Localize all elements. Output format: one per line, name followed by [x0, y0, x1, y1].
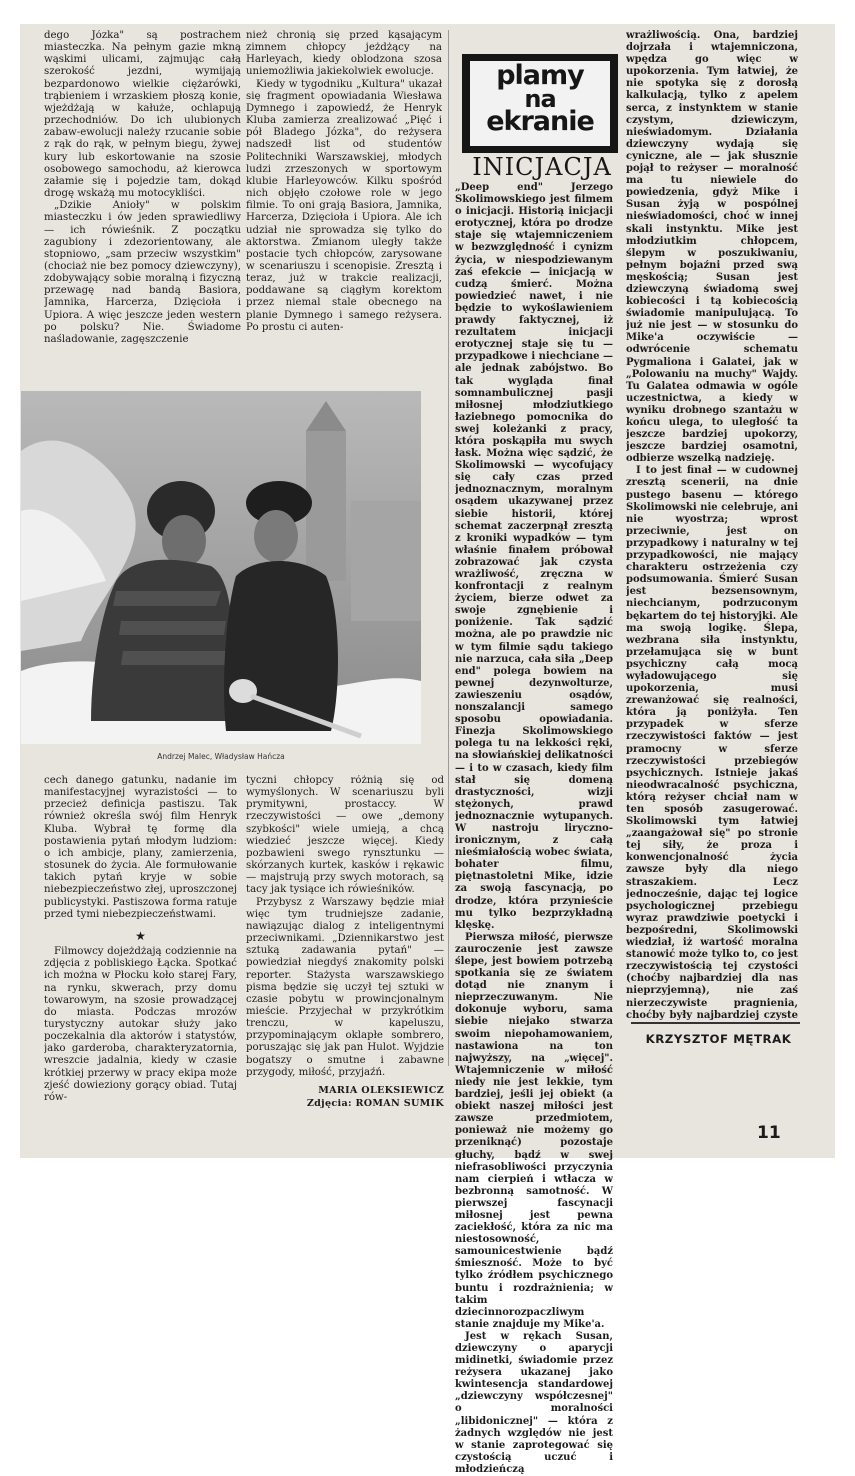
- paragraph: Kiedy w tygodniku „Kultura" ukazał się fragment opowiadania Wiesława Dymnego i zapowiedź, że Henryk Kluba zamierza zrealizować „Pięć i pół Bladego Józka", do reżysera nadszedł list od studentów Politechniki Warszawskiej, młodych ludzi zrzeszonych w sportowym klubie Harleyowców. Kilku spośród nich objęło czołowe role w jego filmie. To oni grają Basiora, Jamnika, Harcerza, Dzięcioła i Upiora. Ale ich udział nie sprowadza się tylko do aktorstwa. Zmianom uległy także postacie tych chłopców, zarysowane w scenariuszu i scenopisie. Zresztą i teraz, już w trakcie realizacji, poddawane są ciągłym korektom przez niemal stale obecnego na planie Dymnego i samego reżysera. Po prostu ci auten-: [246, 78, 442, 333]
- section-logo-inner: [470, 61, 610, 146]
- paragraph: „Deep end" Jerzego Skolimowskiego jest filmem o inicjacji. Historią inicjacji erotycznej, która po drodze staje się wtajemniczeniem w bezwzględność i cynizm życia, w niespodziewanym zaś efekcie — inicjacją w cudzą śmierć. Można powiedzieć nawet, i nie będzie to wykoślawieniem prawdy faktycznej, iż rezultatem inicjacji erotycznej staje się tu — przypadkowe i niechciane — ale jednak zabójstwo. Bo tak wygląda finał somnambulicznej pasji miłosnej młodziutkiego łaziebnego pomocnika do swej koleżanki z pracy, która poskąpiła mu swych łask. Można więc sądzić, że Skolimowski — wycofujący się cały czas przed jednoznacznym, moralnym osądem ukazywanej przez siebie historii, której schemat zaczerpnął zresztą z kroniki wypadków — tym właśnie finałem próbował zobrazować jak czysta wrażliwość, zręczna w konfrontacji z realnym życiem, bierze odwet za swoje zgnębienie i poniżenie. Tak sądzić można, ale po prawdzie nic w tym filmie sądu takiego nie narzuca, cała siła „Deep end" polega bowiem na pewnej dezynwolturze, zawieszeniu osądów, nonszalancji samego sposobu opowiadania. Finezja Skolimowskiego polega tu na lekkości ręki, na słowiańskiej delikatności — i to w czasach, kiedy film stał się domeną drastyczności, wizji stężonych, prawd jednoznacznie wytupanych. W nastroju liryczno-ironicznym, z całą nieśmiałością wobec świata, bohater filmu, piętnastoletni Mike, idzie za swoją fascynacją, po drodze, która przynieście mu tylko bezprzykładną klęskę.: [455, 182, 613, 931]
- paragraph: I to jest finał — w cudownej zresztą scenerii, na dnie pustego basenu — którego Skolimowski nie celebruje, ani nie wyostrza; wprost przeciwnie, jest on przypadkowy i naturalny w tej przypadkowości, nie mający charakteru ostrzeżenia czy podsumowania. Śmierć Susan jest bezsensownym, niechcianym, podrzuconym bękartem do tej historyjki. Ale ma swoją logikę. Ślepa, wezbrana siła instynktu, przełamująca się w bunt psychiczny całą mocą wyładowującego się upokorzenia, musi zrewanżować się realności, która ją poniżyła. Ten przypadek w sferze rzeczywistości faktów — jest pramocny w sferze rzeczywistości przebiegów psychicznych. Istnieje jakaś nieodwracalność psychiczna, którą reżyser chciał nam w ten sposób zasugerować. Skolimowski tym łatwiej „zaangażował się" po stronie tej siły, że proza i konwencjonalność życia zawsze były dla niego straszakiem. Lecz jednocześnie, dając tej logice psychologicznej przebiegu wyraz prawdziwie poetycki i bezpośredni, Skolimowski wiedział, iż wartość moralna stanowić może tylko to, co jest rzeczywistością tej czystości (choćby najbardziej dla nas nieprzyjemną), nie zaś nierzeczywiste pragnienia, choćby były najbardziej czyste: [626, 465, 798, 1020]
- article-signature: KRZYSZTOF MĘTRAK: [645, 1032, 792, 1046]
- column-divider: [448, 30, 449, 1066]
- photo-illustration: [21, 391, 421, 744]
- section-logo-line: plamy: [496, 60, 584, 91]
- photo-credit: Zdjęcia: ROMAN SUMIK: [306, 1097, 444, 1109]
- page-number: 11: [757, 1123, 781, 1143]
- paragraph: Jest w rękach Susan, dziewczyny o aparycji midinetki, świadomie przez reżysera ukazanej jako kwintesencja standardowej „dziewczyny współczesnej" o moralności „libidonicznej" — która z żadnych względów nie jest w stanie zaprotegować się czystością uczuć i młodzieńczą: [455, 1330, 613, 1475]
- section-logo: [462, 54, 618, 153]
- paragraph: „Dzikie Anioły" w polskim miasteczku i ów jeden sprawiedliwy — ich rówieśnik. Z początku zagubiony i zdezorientowany, ale stopniowo, „sam przeciw wszystkim" (chociaż nie bez pomocy dziewczyny), zdobywający sobie moralną i fizyczną przewagę nad bandą Basiora, Jamnika, Harcerza, Dzięcioła i Upiora. A więc jeszcze jeden western po polsku? Nie. Świadome naśladowanie, zagęszczenie: [44, 200, 241, 345]
- article-left-column-1-bottom: [44, 775, 237, 1104]
- paragraph: dego Józka" są postrachem miasteczka. Na pełnym gazie mkną wąskimi ulicami, zajmując całą szerokość jezdni, wymijają bezpardonowo wielkie ciężarówki, trąbieniem i wrzaskiem płoszą konie, wjeżdżają w kałuże, ochlapują przechodniów. Do ich ulubionych zabaw-ewolucji należy rzucanie sobie z rąk do rąk, w pełnym biegu, żywej kury lub eskortowanie na szosie osobowego samochodu, aż kierowca załamie się i pojedzie tam, dokąd drogę wskażą mu motocykliści.: [44, 30, 241, 200]
- article-left-column-2-top: [246, 30, 442, 334]
- photo-caption: Andrzej Malec, Władysław Hańcza: [157, 752, 285, 761]
- article-left-column-1-top: [44, 30, 241, 346]
- author-credit: MARIA OLEKSIEWICZ: [318, 1084, 444, 1096]
- section-logo-line: na: [524, 85, 556, 113]
- article-right-column-1: [455, 182, 613, 1476]
- paragraph: nież chronią się przed kąsającym zimnem chłopcy jeżdżący na Harleyach, kiedy oblodzona szosa uniemożliwia jakiekolwiek ewolucje.: [246, 30, 442, 78]
- paragraph: Przybysz z Warszawy będzie miał więc tym trudniejsze zadanie, nawiązując dialog z inteligentnymi przeciwnikami. „Dziennikarstwo jest sztuką zadawania pytań" — powiedział niegdyś znakomity polski reporter. Stażysta warszawskiego pisma będzie się uczył tej sztuki w czasie pobytu w prowincjonalnym mieście. Przyjechał w przykrótkim trenczu, w kapeluszu, przypominającym oklapłe sombrero, poruszając się jak pan Hulot. Wyjdzie bogatszy o smutne i zabawne przygody, miłość, przyjaźń.: [246, 896, 444, 1078]
- paragraph: cech danego gatunku, nadanie im manifestacyjnej wyrazistości — to przecież definicja pastiszu. Tak również określa swój film Henryk Kluba. Wybrał tę formę dla postawienia pytań młodym ludziom: o ich ambicje, plany, zamierzenia, stosunek do życia. Ale formułowanie takich pytań kryje w sobie niebezpieczeństwo złej, uproszczonej publicystyki. Pastiszowa forma ratuje przed tymi niebezpieczeństwami.: [44, 775, 237, 920]
- article-right-column-2: [626, 30, 798, 1020]
- signature-rule: [631, 1022, 800, 1024]
- section-logo-line: ekranie: [486, 106, 594, 137]
- paragraph: Filmowcy dojeżdżają codziennie na zdjęcia z pobliskiego Łącka. Spotkać ich można w Płocku koło starej Fary, na rynku, skwerach, przy domu towarowym, na szosie prowadzącej do miasta. Podczas mrozów turystyczny autokar służy jako poczekalnia dla aktorów i statystów, jako garderoba, charakteryzatornia, wreszcie jadalnia, kiedy w czasie krótkiej przerwy w pracy ekipa może zjeść dowieziony gorący obiad. Tutaj rów-: [44, 946, 237, 1103]
- film-still-photo: [21, 391, 421, 744]
- section-star-icon: ★: [135, 928, 146, 943]
- article-title: INICJACJA: [472, 153, 612, 181]
- paragraph: tyczni chłopcy różnią się od wymyślonych. W scenariuszu byli prymitywni, prostaccy. W rzeczywistości — owe „demony szybkości" wiele umieją, a chcą wiedzieć jeszcze więcej. Kiedy pozbawieni swego rynsztunku — skórzanych kurtek, kasków i rękawic — majstrują przy swych motorach, są tacy jak tysiące ich rówieśników.: [246, 775, 444, 896]
- paragraph: wrażliwością. Ona, bardziej dojrzała i wtajemniczona, wpędza go więc w upokorzenia. Tym łatwiej, że nie spotyka się z dorosłą kalkulacją, tylko z apelem serca, z instynktem w stanie czystym, dziewiczym, nieświadomym. Działania dziewczyny wydają się cyniczne, ale — jak słusznie pojął to reżyser — moralność ma tu niewiele do powiedzenia, gdyż Mike i Susan żyją w pospólnej nieświadomości, choć w innej skali instynktu. Mike jest młodziutkim chłopcem, ślepym w poszukiwaniu, pełnym bojaźni przed swą męskością; Susan jest dziewczyną świadomą swej kobiecości i tą kobiecością świadomie manipulującą. To już nie jest — w stosunku do Mike'a oczywiście — odwrócenie schematu Pygmaliona i Galatei, jak w „Polowaniu na muchy" Wajdy. Tu Galatea odmawia w ogóle uczestnictwa, a kiedy w wyniku drobnego szantażu w końcu ulega, to uległość ta jeszcze bardziej upokorzy, jeszcze bardziej osamotni, odbierze wszelką nadzieję.: [626, 30, 798, 465]
- paragraph: Pierwsza miłość, pierwsze zauroczenie jest zawsze ślepe, jest bowiem potrzebą spotkania się ze światem dotąd nie znanym i nieprzeczuwanym. Nie dokonuje wyboru, sama siebie niejako stwarza swoim niepohamowaniem, nastawiona na ton najwyższy, na „więcej". Wtajemniczenie w miłość niedy nie jest lekkie, tym bardziej, jeśli jej obiekt (a obiekt naszej miłości jest zawsze przedmiotem, ponieważ nie możemy go przeniknąć) pozostaje głuchy, bądź w swej niefrasobliwości przyczynia nam cierpień i wtłacza w bezbronną samotność. W pierwszej fascynacji miłosnej jest pewna zaciekłość, która za nic ma niestosowność, samounicestwienie bądź śmieszność. Może to być tylko źródłem psychicznego buntu i rozdrażnienia; w takim dziecinnorozpaczliwym stanie znajduje my Mike'a.: [455, 931, 613, 1330]
- article-left-column-2-bottom: [246, 775, 444, 1110]
